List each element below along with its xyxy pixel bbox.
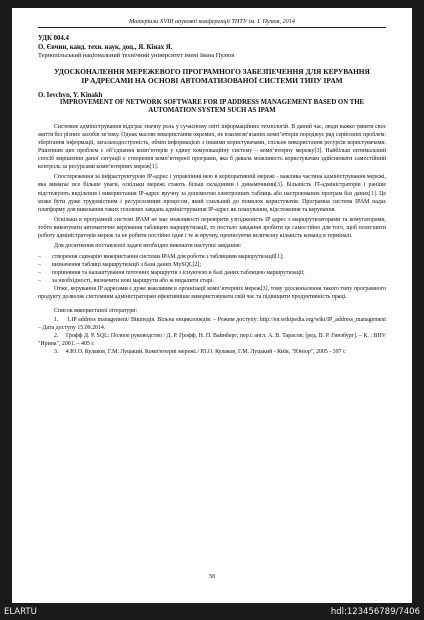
header-rule: [38, 27, 386, 28]
body-paragraph: Для досягнення поставленої задачі необхідно виконати наступні завдання:: [54, 243, 242, 250]
body-paragraph: Оскільки в програмній системі IPAM не має можливості перевірити узгодженість IP адрес з маршрутизаторами та комутаторами, тобто виконувати автоматичне керування таблицею маршрутизації, то постало завдання зробити це самостійно для того, щоб полегшити роботу адміністраторів мереж та не робити постійно одне і те ж вручну, прописуючи величезну кількість команд в терміналі.: [38, 217, 386, 240]
authors-ukrainian: О. Євчин, канд. техн. наук, доц., Я. Кінах Я.: [38, 44, 173, 52]
task-list-item: – за необхідності, визначити нові маршрути або ж видалити старі.: [38, 278, 214, 285]
task-list: [38, 253, 386, 286]
reference-item: 3. 4.Ю.О. Кулаков, Г.М. Луцький. Комп'ютерні мережі./ Ю.О. Кулаков, Г.М. Луцький - Київ, "Юніор", 2005 - 397 с: [54, 349, 346, 356]
task-list-item: – створення сценарію використання системи IPAM для роботи з таблицями маршрутизації[1];: [38, 253, 284, 260]
document-page: [12, 8, 412, 603]
list-dash: –: [38, 269, 41, 276]
page-number: 58: [209, 574, 215, 580]
body-paragraph: Спостереження за інфраструктурою IP-адрес і управління нею в корпоративній мережі - важлива частина адміністрування мережі, яка вимагає все більше уваги, оскільки мережі стають більш складними і динамічними[3]. Більшість IT-адміністраторів і раніше відстежують виділення і використання IP-адрес вручну за допомогою електронних таблиць або настроюваних програм баз даних[1]. Це може бути дуже трудомістким і ресурсоємним процесом, який схильний до помилок користувачів. Програмна система IPAM надає платформу для виконання таких головних завдань адміністрування IP-адрес як планування, відстеження та керування.: [38, 174, 386, 213]
udc-code: УДК 004.4: [38, 35, 69, 43]
list-dash: –: [38, 278, 41, 285]
title-english: IMPROVEMENT OF NETWORK SOFTWARE FOR IP ADDRESS MANAGEMENT BASED ON THE AUTOMATION SYSTEM SUCH AS IPAM: [59, 99, 365, 115]
reference-item: 2. Грофф Д. Р. SQL: Полное руководство / Д. Р. Грофф, Н. П. Вайнберг; пер.с англ. А. В. Тарасов; [ред. В. Р. Гинзбург]. – К. : BHV "Ирина", 2001. – 405 с: [38, 333, 386, 348]
reference-item: 1. 1.IP address management/ Вікіпедія. Вільна енциклопедія: – Режим доступу: http://en.wikipedia.org/wiki/IP_address_management – Дата доступу 15.09.2014.: [38, 316, 386, 331]
references-title: Список використаної літератури:: [54, 308, 138, 315]
task-list-item: – визначення таблиці маршрутизації з бази даних MySQL[2];: [38, 261, 201, 268]
handle-label: hdl:123456789/7406: [330, 607, 420, 617]
title-ukrainian: УДОСКОНАЛЕННЯ МЕРЕЖЕВОГО ПРОГРАМНОГО ЗАБЕЗПЕЧЕННЯ ДЛЯ КЕРУВАННЯ IP АДРЕСАМИ НА ОСНОВІ АВТОМАТИЗОВАНОЇ СИСТЕМИ ТИПУ IPAM: [54, 67, 370, 86]
body-paragraph: Системне адміністрування відіграє значну роль у сучасному світі інформаційних технологій. В даний час, люди важко уявити своє життя без різних засобів зв’язку. Однак масове використання окремих, не взаємозв’язаних комп’ютерів породжує ряд серйозних проблем: зберігання інформації, загальнодоступність, обмін інформацією з іншими користувачами, спільне використання ресурсів користувачами. Рішенням цих проблем є об’єднання комп’ютерів у єдину комунікаційну систему – комп’ютерну мережу[3]. Найбільш оптимальний спосіб вирішення даної ситуації є створення комп’ютерної програми, яка б давала можливість користувачам здійснювати самостійний контроль за ресурсами комп’ютерних мереж[1].: [38, 123, 386, 171]
list-dash: –: [38, 261, 41, 268]
affiliation: Тернопільський національний технічний університет імені Івана Пулюя: [38, 52, 235, 60]
repository-label: ELARTU: [4, 607, 37, 617]
task-list-item: – порівняння та налаштування поточних маршрутів з існуючою в базі даних таблицею маршрутизації;: [38, 269, 305, 276]
list-dash: –: [38, 253, 41, 260]
running-header: Матеріали XVIII наукової конференції ТНТУ ім. І. Пулюя, 2014: [129, 18, 295, 25]
conclusion-paragraph: Отже, керування IP адресами є дуже важливим в організації комп’ютерних мереж[3], тому удосконалення такого типу програмного продукту дозволяє системним адміністраторам ефективніше використовувати свій час та підвищити продуктивність праці.: [38, 286, 386, 301]
authors-english: O. Ievchyn, Y. Kinakh: [38, 92, 103, 100]
